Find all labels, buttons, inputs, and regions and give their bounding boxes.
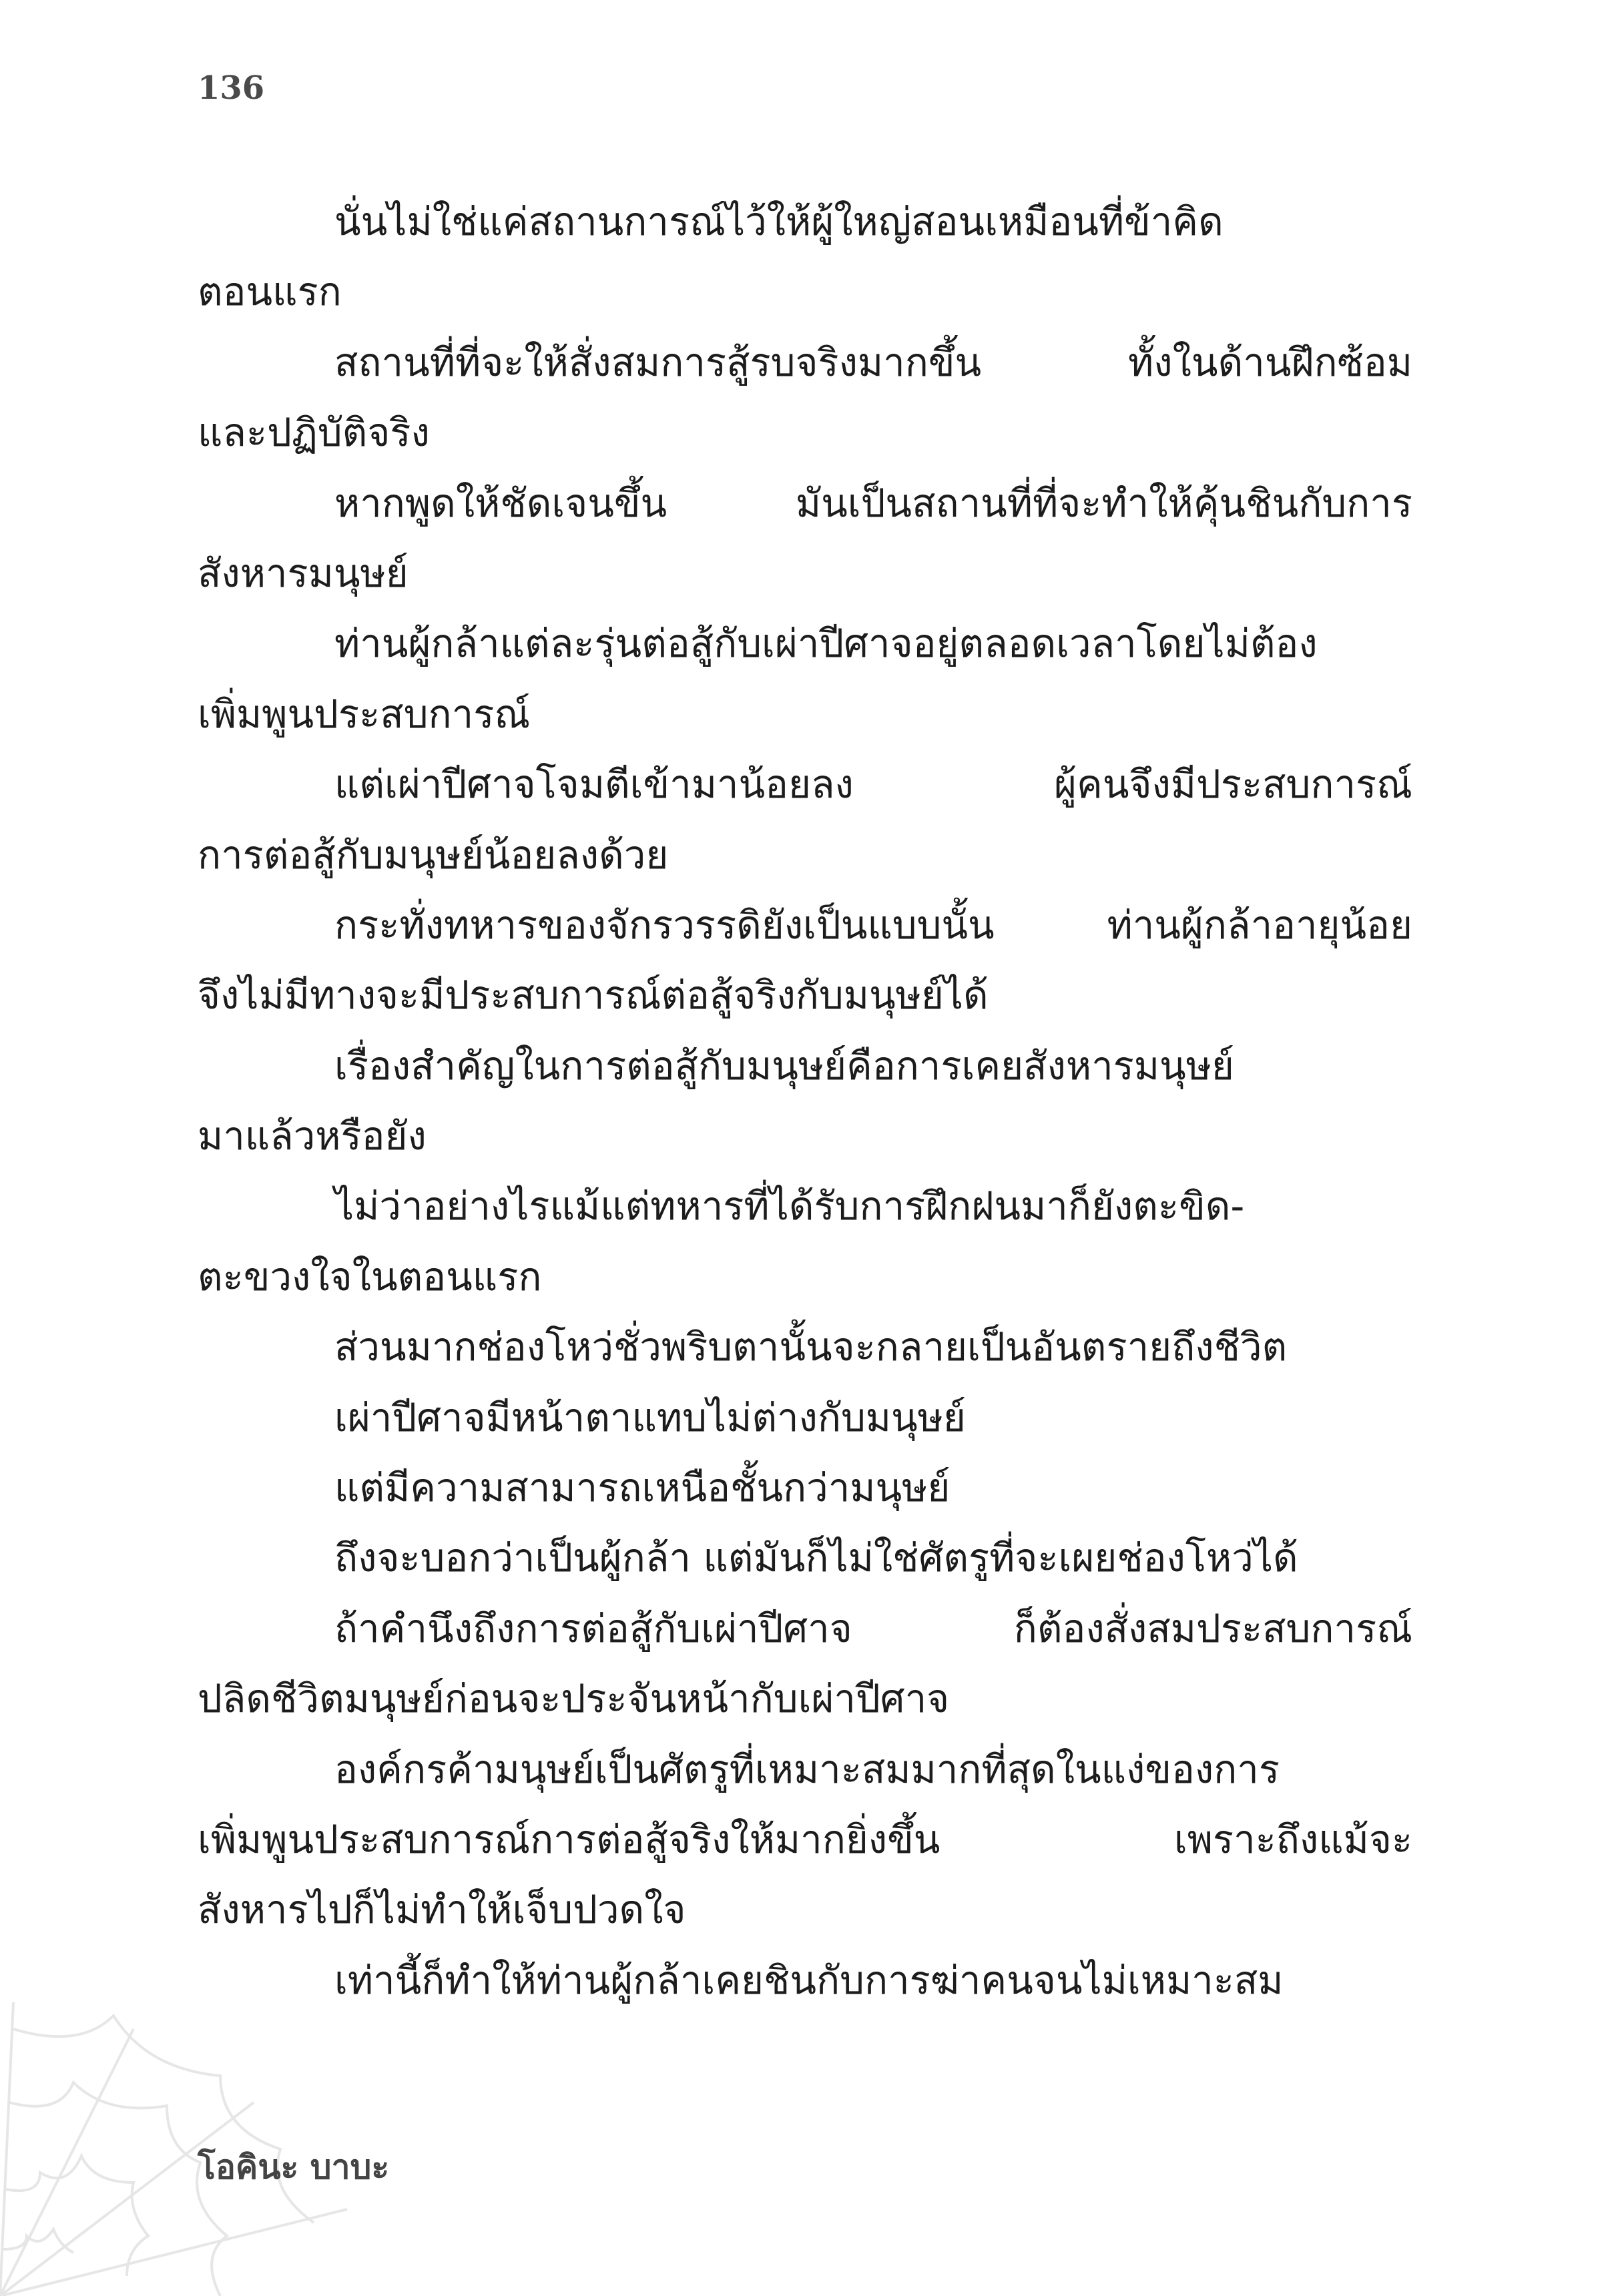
paragraph-line: เรื่องสำคัญในการต่อสู้กับมนุษย์คือการเคยสังหารมนุษย์ (334, 1043, 1234, 1089)
paragraph-line: ถ้าคำนึงถึงการต่อสู้กับเผ่าปีศาจ ก็ต้องสั่งสมประสบการณ์ (334, 1605, 1412, 1651)
paragraph-line: เพิ่มพูนประสบการณ์ (198, 691, 531, 737)
paragraph-line: สังหารไปก็ไม่ทำให้เจ็บปวดใจ (198, 1887, 686, 1933)
page-number: 136 (198, 69, 265, 107)
paragraph-line: แต่มีความสามารถเหนือชั้นกว่ามนุษย์ (334, 1465, 951, 1511)
paragraph-line: การต่อสู้กับมนุษย์น้อยลงด้วย (198, 832, 669, 878)
body-text (198, 187, 1412, 2016)
paragraph-line: เท่านี้ก็ทำให้ท่านผู้กล้าเคยชินกับการฆ่าคนจนไม่เหมาะสม (334, 1957, 1284, 2003)
paragraph-line: ส่วนมากช่องโหว่ชั่วพริบตานั้นจะกลายเป็นอันตรายถึงชีวิต (334, 1324, 1288, 1370)
paragraph-line: จึงไม่มีทางจะมีประสบการณ์ต่อสู้จริงกับมนุษย์ได้ (198, 972, 989, 1019)
paragraph-line: สังหารมนุษย์ (198, 550, 409, 596)
paragraph-line: ปลิดชีวิตมนุษย์ก่อนจะประจันหน้ากับเผ่าปีศาจ (198, 1676, 950, 1722)
paragraph-line: องค์กรค้ามนุษย์เป็นศัตรูที่เหมาะสมมากที่สุดในแง่ของการ (334, 1746, 1280, 1792)
paragraph-line: แต่เผ่าปีศาจโจมตีเข้ามาน้อยลง ผู้คนจึงมีประสบการณ์ (334, 762, 1412, 808)
paragraph-line: สถานที่ที่จะให้สั่งสมการสู้รบจริงมากขึ้น ทั้งในด้านฝึกซ้อม (334, 339, 1412, 385)
paragraph-line: ถึงจะบอกว่าเป็นผู้กล้า แต่มันก็ไม่ใช่ศัตรูที่จะเผยช่องโหว่ได้ (334, 1535, 1298, 1581)
spider-web-icon (0, 1989, 374, 2296)
paragraph-line: ตะขวงใจในตอนแรก (198, 1253, 542, 1300)
paragraph-line: ไม่ว่าอย่างไรแม้แต่ทหารที่ได้รับการฝึกฝนมาก็ยังตะขิด- (334, 1183, 1245, 1229)
paragraph-line: มาแล้วหรือยัง (198, 1113, 427, 1159)
paragraph-line: หากพูดให้ชัดเจนขึ้น มันเป็นสถานที่ที่จะทำให้คุ้นชินกับการ (334, 480, 1412, 526)
paragraph-line: และปฏิบัติจริง (198, 410, 430, 456)
paragraph-line: ตอนแรก (198, 269, 342, 315)
paragraph-line: เผ่าปีศาจมีหน้าตาแทบไม่ต่างกับมนุษย์ (334, 1394, 966, 1440)
paragraph-line: กระทั่งทหารของจักรวรรดิยังเป็นแบบนั้น ท่านผู้กล้าอายุน้อย (334, 902, 1412, 948)
paragraph-line: นั่นไม่ใช่แค่สถานการณ์ไว้ให้ผู้ใหญ่สอนเหมือนที่ข้าคิด (334, 199, 1224, 244)
paragraph-line: เพิ่มพูนประสบการณ์การต่อสู้จริงให้มากยิ่งขึ้น เพราะถึงแม้จะ (198, 1816, 1412, 1862)
paragraph-line: ท่านผู้กล้าแต่ละรุ่นต่อสู้กับเผ่าปีศาจอยู่ตลอดเวลาโดยไม่ต้อง (334, 621, 1318, 667)
author-name: โอคินะ บาบะ (198, 2148, 390, 2187)
